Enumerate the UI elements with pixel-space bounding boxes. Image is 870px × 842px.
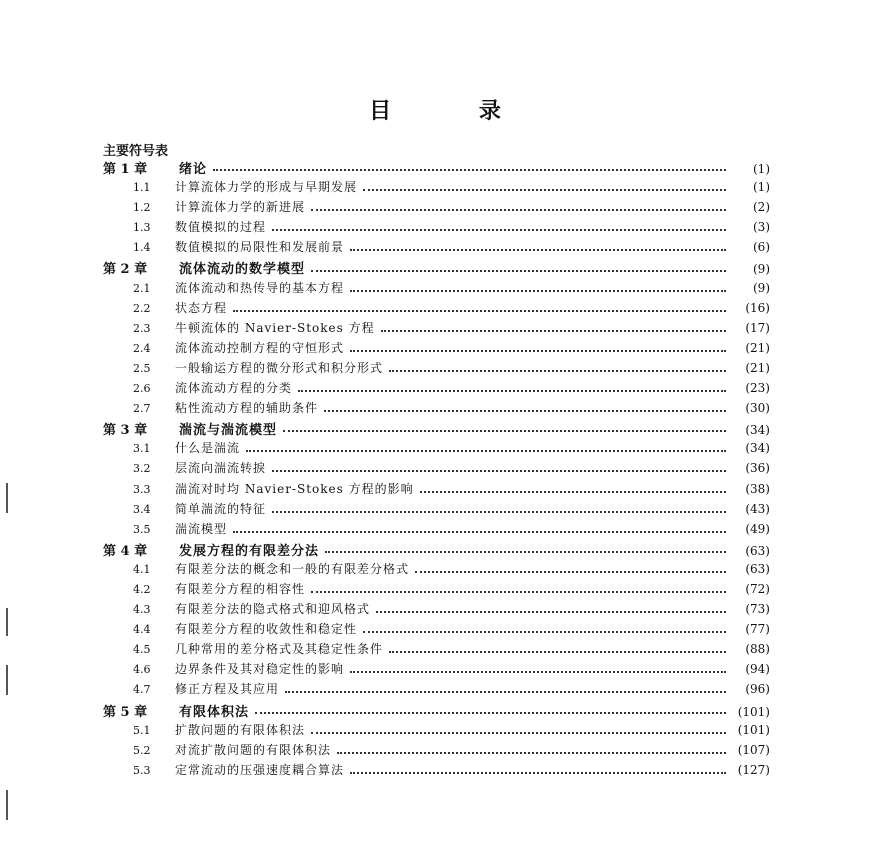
toc-section-entry[interactable] — [103, 399, 770, 419]
dot-leader — [246, 450, 726, 452]
dot-leader — [389, 651, 726, 653]
symbols-heading: 主要符号表 — [103, 144, 169, 159]
entry-number: 第 1 章 — [103, 162, 148, 177]
entry-page-number: (17) — [745, 320, 770, 335]
entry-page-number: (43) — [745, 501, 770, 516]
dot-leader — [420, 491, 726, 493]
toc-chapter-entry[interactable] — [103, 540, 770, 560]
dot-leader — [233, 310, 726, 312]
toc-section-entry[interactable] — [103, 560, 770, 580]
entry-page-number: (73) — [745, 602, 770, 617]
toc-section-entry[interactable] — [103, 741, 770, 761]
entry-title: 数值模拟的过程 — [175, 220, 267, 235]
entry-title: 粘性流动方程的辅助条件 — [175, 401, 319, 416]
entry-page-number: (36) — [745, 461, 770, 476]
dot-leader — [311, 732, 726, 734]
toc-chapter-entry[interactable] — [103, 701, 770, 721]
entry-page-number: (6) — [753, 240, 770, 255]
entry-title: 对流扩散问题的有限体积法 — [175, 742, 332, 757]
entry-title: 扩散问题的有限体积法 — [175, 722, 306, 737]
dot-leader — [389, 370, 726, 372]
entry-number: 3.5 — [133, 522, 151, 536]
entry-title: 湍流与湍流模型 — [179, 423, 278, 439]
entry-title: 流体流动控制方程的守恒形式 — [175, 340, 345, 355]
scan-margin-mark — [6, 483, 8, 513]
dot-leader — [381, 330, 726, 332]
entry-number: 5.2 — [133, 743, 151, 757]
dot-leader — [298, 390, 726, 392]
toc-chapter-entry[interactable] — [103, 158, 770, 178]
toc-section-entry[interactable] — [103, 379, 770, 399]
entry-number: 第 3 章 — [103, 423, 148, 439]
entry-number: 4.6 — [133, 663, 151, 677]
dot-leader — [324, 410, 726, 412]
dot-leader — [337, 752, 726, 754]
dot-leader — [350, 671, 726, 673]
table-of-contents — [103, 158, 770, 781]
dot-leader — [311, 270, 726, 272]
entry-title: 流体流动的数学模型 — [179, 262, 306, 278]
dot-leader — [350, 772, 726, 774]
dot-leader — [350, 290, 726, 292]
entry-page-number: (77) — [745, 622, 770, 637]
entry-title: 绪论 — [179, 162, 208, 177]
scan-margin-mark — [6, 665, 8, 695]
dot-leader — [363, 189, 726, 191]
entry-title: 几种常用的差分格式及其稳定性条件 — [175, 642, 384, 657]
entry-number: 3.4 — [133, 502, 151, 516]
toc-section-entry[interactable] — [103, 520, 770, 540]
entry-title: 修正方程及其应用 — [175, 682, 280, 697]
entry-number: 2.7 — [133, 402, 151, 416]
toc-section-entry[interactable] — [103, 299, 770, 319]
entry-number: 1.2 — [133, 201, 151, 215]
toc-section-entry[interactable] — [103, 660, 770, 680]
entry-title: 定常流动的压强速度耦合算法 — [175, 762, 345, 777]
entry-page-number: (72) — [745, 581, 770, 596]
toc-section-entry[interactable] — [103, 721, 770, 741]
entry-page-number: (101) — [737, 704, 770, 719]
dot-leader — [272, 229, 726, 231]
entry-number: 4.2 — [133, 582, 151, 596]
entry-title: 湍流对时均 Navier-Stokes 方程的影响 — [175, 481, 414, 496]
page-title: 目 录 — [369, 98, 541, 124]
dot-leader — [272, 470, 726, 472]
dot-leader — [415, 571, 726, 573]
entry-number: 4.1 — [133, 562, 151, 576]
toc-section-entry[interactable] — [103, 580, 770, 600]
entry-title: 一般输运方程的微分形式和积分形式 — [175, 360, 384, 375]
entry-title: 数值模拟的局限性和发展前景 — [175, 240, 345, 255]
toc-section-entry[interactable] — [103, 339, 770, 359]
entry-number: 4.7 — [133, 683, 151, 697]
entry-number: 5.3 — [133, 763, 151, 777]
entry-page-number: (23) — [745, 381, 770, 396]
dot-leader — [350, 350, 726, 352]
entry-title: 有限差分法的概念和一般的有限差分格式 — [175, 561, 410, 576]
toc-section-entry[interactable] — [103, 480, 770, 500]
entry-page-number: (127) — [737, 762, 770, 777]
entry-page-number: (63) — [745, 561, 770, 576]
entry-title: 边界条件及其对稳定性的影响 — [175, 662, 345, 677]
dot-leader — [311, 591, 726, 593]
dot-leader — [272, 511, 726, 513]
entry-number: 3.1 — [133, 442, 151, 456]
entry-number: 第 5 章 — [103, 704, 148, 720]
entry-page-number: (9) — [753, 280, 770, 295]
entry-number: 1.4 — [133, 241, 151, 255]
toc-section-entry[interactable] — [103, 238, 770, 258]
entry-title: 流体流动和热传导的基本方程 — [175, 280, 345, 295]
entry-title: 有限差分方程的相容性 — [175, 581, 306, 596]
entry-page-number: (94) — [745, 662, 770, 677]
entry-number: 2.2 — [133, 301, 151, 315]
dot-leader — [283, 430, 726, 432]
entry-page-number: (16) — [745, 300, 770, 315]
entry-title: 层流向湍流转捩 — [175, 461, 267, 476]
entry-page-number: (34) — [745, 441, 770, 456]
entry-page-number: (1) — [753, 162, 770, 176]
toc-section-entry[interactable] — [103, 600, 770, 620]
entry-number: 2.5 — [133, 361, 151, 375]
entry-number: 4.5 — [133, 643, 151, 657]
scan-margin-mark — [6, 608, 8, 636]
toc-section-entry[interactable] — [103, 178, 770, 198]
dot-leader — [363, 631, 726, 633]
toc-section-entry[interactable] — [103, 761, 770, 781]
entry-page-number: (63) — [745, 543, 770, 558]
dot-leader — [213, 169, 726, 171]
entry-page-number: (21) — [745, 360, 770, 375]
entry-number: 第 4 章 — [103, 543, 148, 559]
entry-title: 计算流体力学的新进展 — [175, 200, 306, 215]
entry-number: 2.3 — [133, 321, 151, 335]
dot-leader — [376, 611, 726, 613]
toc-section-entry[interactable] — [103, 620, 770, 640]
dot-leader — [325, 551, 726, 553]
entry-page-number: (38) — [745, 481, 770, 496]
toc-section-entry[interactable] — [103, 319, 770, 339]
entry-title: 有限差分方程的收敛性和稳定性 — [175, 622, 358, 637]
entry-title: 流体流动方程的分类 — [175, 381, 293, 396]
entry-page-number: (2) — [753, 200, 770, 215]
dot-leader — [255, 712, 726, 714]
toc-section-entry[interactable] — [103, 439, 770, 459]
dot-leader — [285, 691, 726, 693]
entry-page-number: (101) — [737, 722, 770, 737]
entry-title: 简单湍流的特征 — [175, 501, 267, 516]
toc-chapter-entry[interactable] — [103, 258, 770, 278]
entry-page-number: (30) — [745, 401, 770, 416]
entry-number: 第 2 章 — [103, 262, 148, 278]
entry-number: 2.1 — [133, 281, 151, 295]
toc-section-entry[interactable] — [103, 279, 770, 299]
entry-title: 发展方程的有限差分法 — [179, 543, 320, 559]
entry-number: 1.3 — [133, 221, 151, 235]
entry-page-number: (1) — [753, 180, 770, 195]
toc-section-entry[interactable] — [103, 198, 770, 218]
entry-number: 5.1 — [133, 723, 151, 737]
entry-page-number: (34) — [745, 423, 770, 438]
entry-number: 1.1 — [133, 181, 151, 195]
entry-number: 3.2 — [133, 462, 151, 476]
entry-title: 计算流体力学的形成与早期发展 — [175, 180, 358, 195]
entry-number: 2.4 — [133, 341, 151, 355]
toc-chapter-entry[interactable] — [103, 419, 770, 439]
dot-leader — [233, 531, 726, 533]
entry-page-number: (49) — [745, 521, 770, 536]
entry-page-number: (3) — [753, 220, 770, 235]
entry-number: 4.4 — [133, 623, 151, 637]
toc-section-entry[interactable] — [103, 459, 770, 479]
toc-section-entry[interactable] — [103, 218, 770, 238]
toc-section-entry[interactable] — [103, 640, 770, 660]
entry-page-number: (21) — [745, 340, 770, 355]
toc-section-entry[interactable] — [103, 680, 770, 700]
entry-number: 3.3 — [133, 482, 151, 496]
entry-title: 有限体积法 — [179, 704, 250, 720]
entry-page-number: (88) — [745, 642, 770, 657]
toc-section-entry[interactable] — [103, 359, 770, 379]
entry-title: 有限差分法的隐式格式和迎风格式 — [175, 602, 371, 617]
toc-section-entry[interactable] — [103, 500, 770, 520]
dot-leader — [350, 249, 726, 251]
entry-title: 牛顿流体的 Navier-Stokes 方程 — [175, 320, 375, 335]
entry-page-number: (96) — [745, 682, 770, 697]
entry-title: 什么是湍流 — [175, 441, 241, 456]
entry-title: 湍流模型 — [175, 521, 228, 536]
entry-page-number: (107) — [737, 742, 770, 757]
dot-leader — [311, 209, 726, 211]
scan-margin-mark — [6, 790, 8, 820]
entry-number: 4.3 — [133, 603, 151, 617]
entry-title: 状态方程 — [175, 300, 228, 315]
entry-page-number: (9) — [753, 262, 770, 277]
entry-number: 2.6 — [133, 382, 151, 396]
